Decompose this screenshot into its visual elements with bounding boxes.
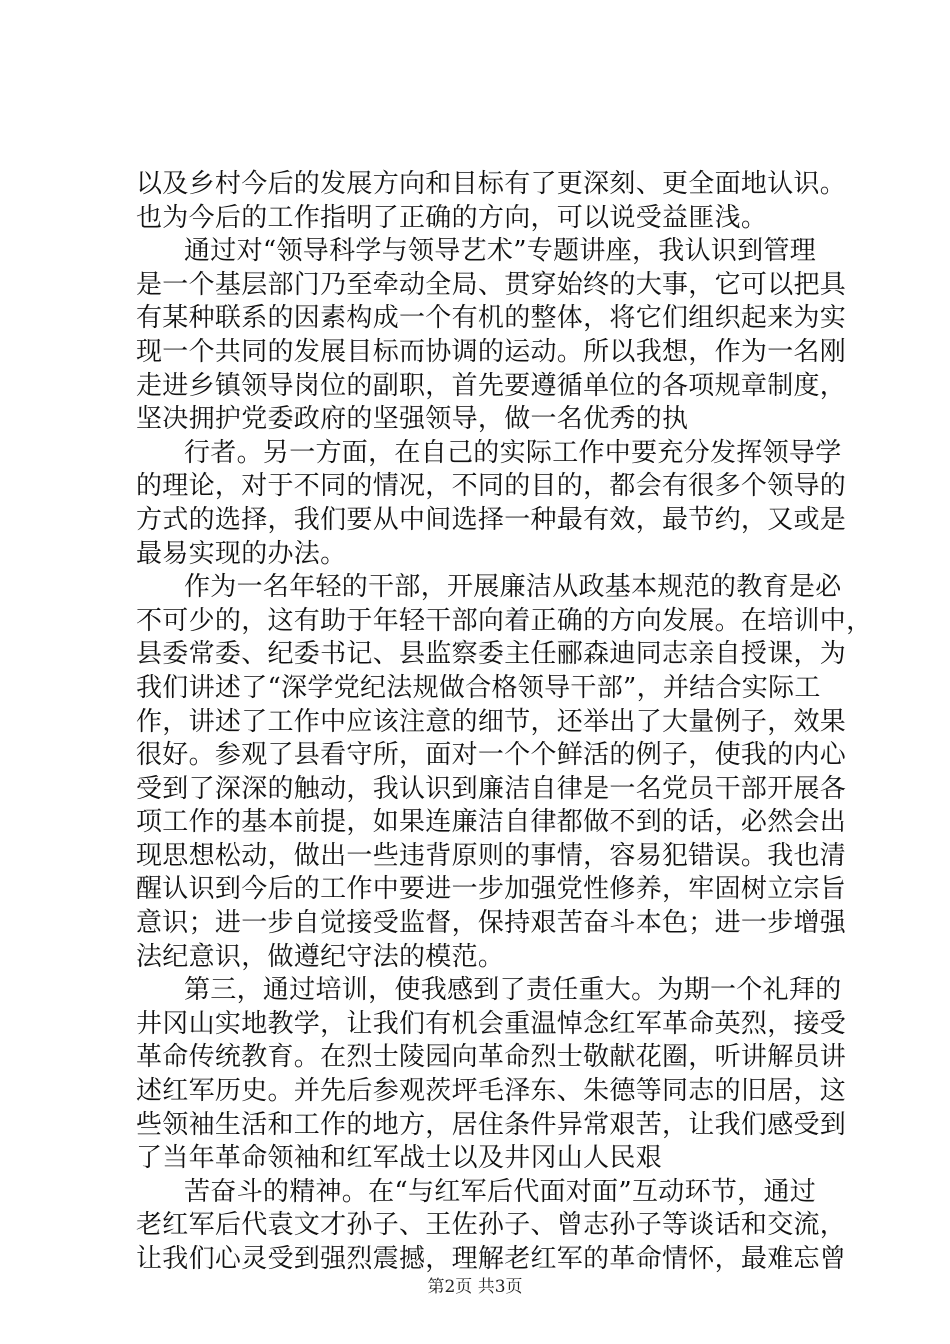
text-line: 方式的选择，我们要从中间选择一种最有效，最节约，又或是 xyxy=(136,504,847,535)
text-line: 醒认识到今后的工作中要进一步加强党性修养，牢固树立宗旨 xyxy=(136,874,847,905)
text-line: 受到了深深的触动，我认识到廉洁自律是一名党员干部开展各 xyxy=(136,773,847,804)
text-line: 苦奋斗的精神。在“与红军后代面对面”互动环节，通过 xyxy=(184,1176,817,1207)
text-line: 意识；进一步自觉接受监督，保持艰苦奋斗本色；进一步增强 xyxy=(136,908,847,939)
text-line: 些领袖生活和工作的地方，居住条件异常艰苦，让我们感受到 xyxy=(136,1109,847,1140)
text-line: 的理论，对于不同的情况，不同的目的，都会有很多个领导的 xyxy=(136,471,847,502)
text-line: 行者。另一方面，在自己的实际工作中要充分发挥领导学 xyxy=(184,437,842,468)
text-line: 是一个基层部门乃至牵动全局、贯穿始终的大事，它可以把具 xyxy=(136,269,847,300)
text-line: 现一个共同的发展目标而协调的运动。所以我想，作为一名刚 xyxy=(136,336,847,367)
text-line: 作，讲述了工作中应该注意的细节，还举出了大量例子，效果 xyxy=(136,706,847,737)
text-line: 走进乡镇领导岗位的副职，首先要遵循单位的各项规章制度， xyxy=(136,370,847,401)
document-body xyxy=(136,168,873,1277)
text-line: 第三，通过培训，使我感到了责任重大。为期一个礼拜的 xyxy=(184,975,842,1006)
text-line: 井冈山实地教学，让我们有机会重温悼念红军革命英烈，接受 xyxy=(136,1008,847,1039)
text-line: 法纪意识，做遵纪守法的模范。 xyxy=(136,941,505,972)
text-line: 县委常委、纪委书记、县监察委主任郦森迪同志亲自授课，为 xyxy=(136,639,847,670)
text-line: 老红军后代袁文才孙子、王佐孙子、曾志孙子等谈话和交流， xyxy=(136,1210,847,1241)
text-line: 项工作的基本前提，如果连廉洁自律都做不到的话，必然会出 xyxy=(136,807,847,838)
text-line: 最易实现的办法。 xyxy=(136,538,347,569)
text-line: 我们讲述了“深学党纪法规做合格领导干部”，并结合实际工 xyxy=(136,672,821,703)
text-line: 革命传统教育。在烈士陵园向革命烈士敬献花圈，听讲解员讲 xyxy=(136,1042,847,1073)
text-line: 述红军历史。并先后参观茨坪毛泽东、朱德等同志的旧居，这 xyxy=(136,1076,847,1107)
text-line: 通过对“领导科学与领导艺术”专题讲座，我认识到管理 xyxy=(184,236,817,267)
text-line: 坚决拥护党委政府的坚强领导，做一名优秀的执 xyxy=(136,404,689,435)
text-line: 作为一名年轻的干部，开展廉洁从政基本规范的教育是必 xyxy=(184,572,842,603)
text-line: 让我们心灵受到强烈震撼，理解老红军的革命情怀，最难忘曾 xyxy=(136,1244,847,1274)
text-line: 很好。参观了县看守所，面对一个个鲜活的例子，使我的内心 xyxy=(136,740,847,771)
text-line: 有某种联系的因素构成一个有机的整体，将它们组织起来为实 xyxy=(136,303,847,334)
text-line: 以及乡村今后的发展方向和目标有了更深刻、更全面地认识。 xyxy=(136,169,847,199)
page-footer: 第2页 共3页 xyxy=(427,1277,523,1297)
text-line: 现思想松动，做出一些违背原则的事情，容易犯错误。我也清 xyxy=(136,840,847,871)
text-line: 也为今后的工作指明了正确的方向，可以说受益匪浅。 xyxy=(136,202,768,233)
text-line: 了当年革命领袖和红军战士以及井冈山人民艰 xyxy=(136,1143,663,1174)
text-line: 不可少的，这有助于年轻干部向着正确的方向发展。在培训中， xyxy=(136,605,873,636)
